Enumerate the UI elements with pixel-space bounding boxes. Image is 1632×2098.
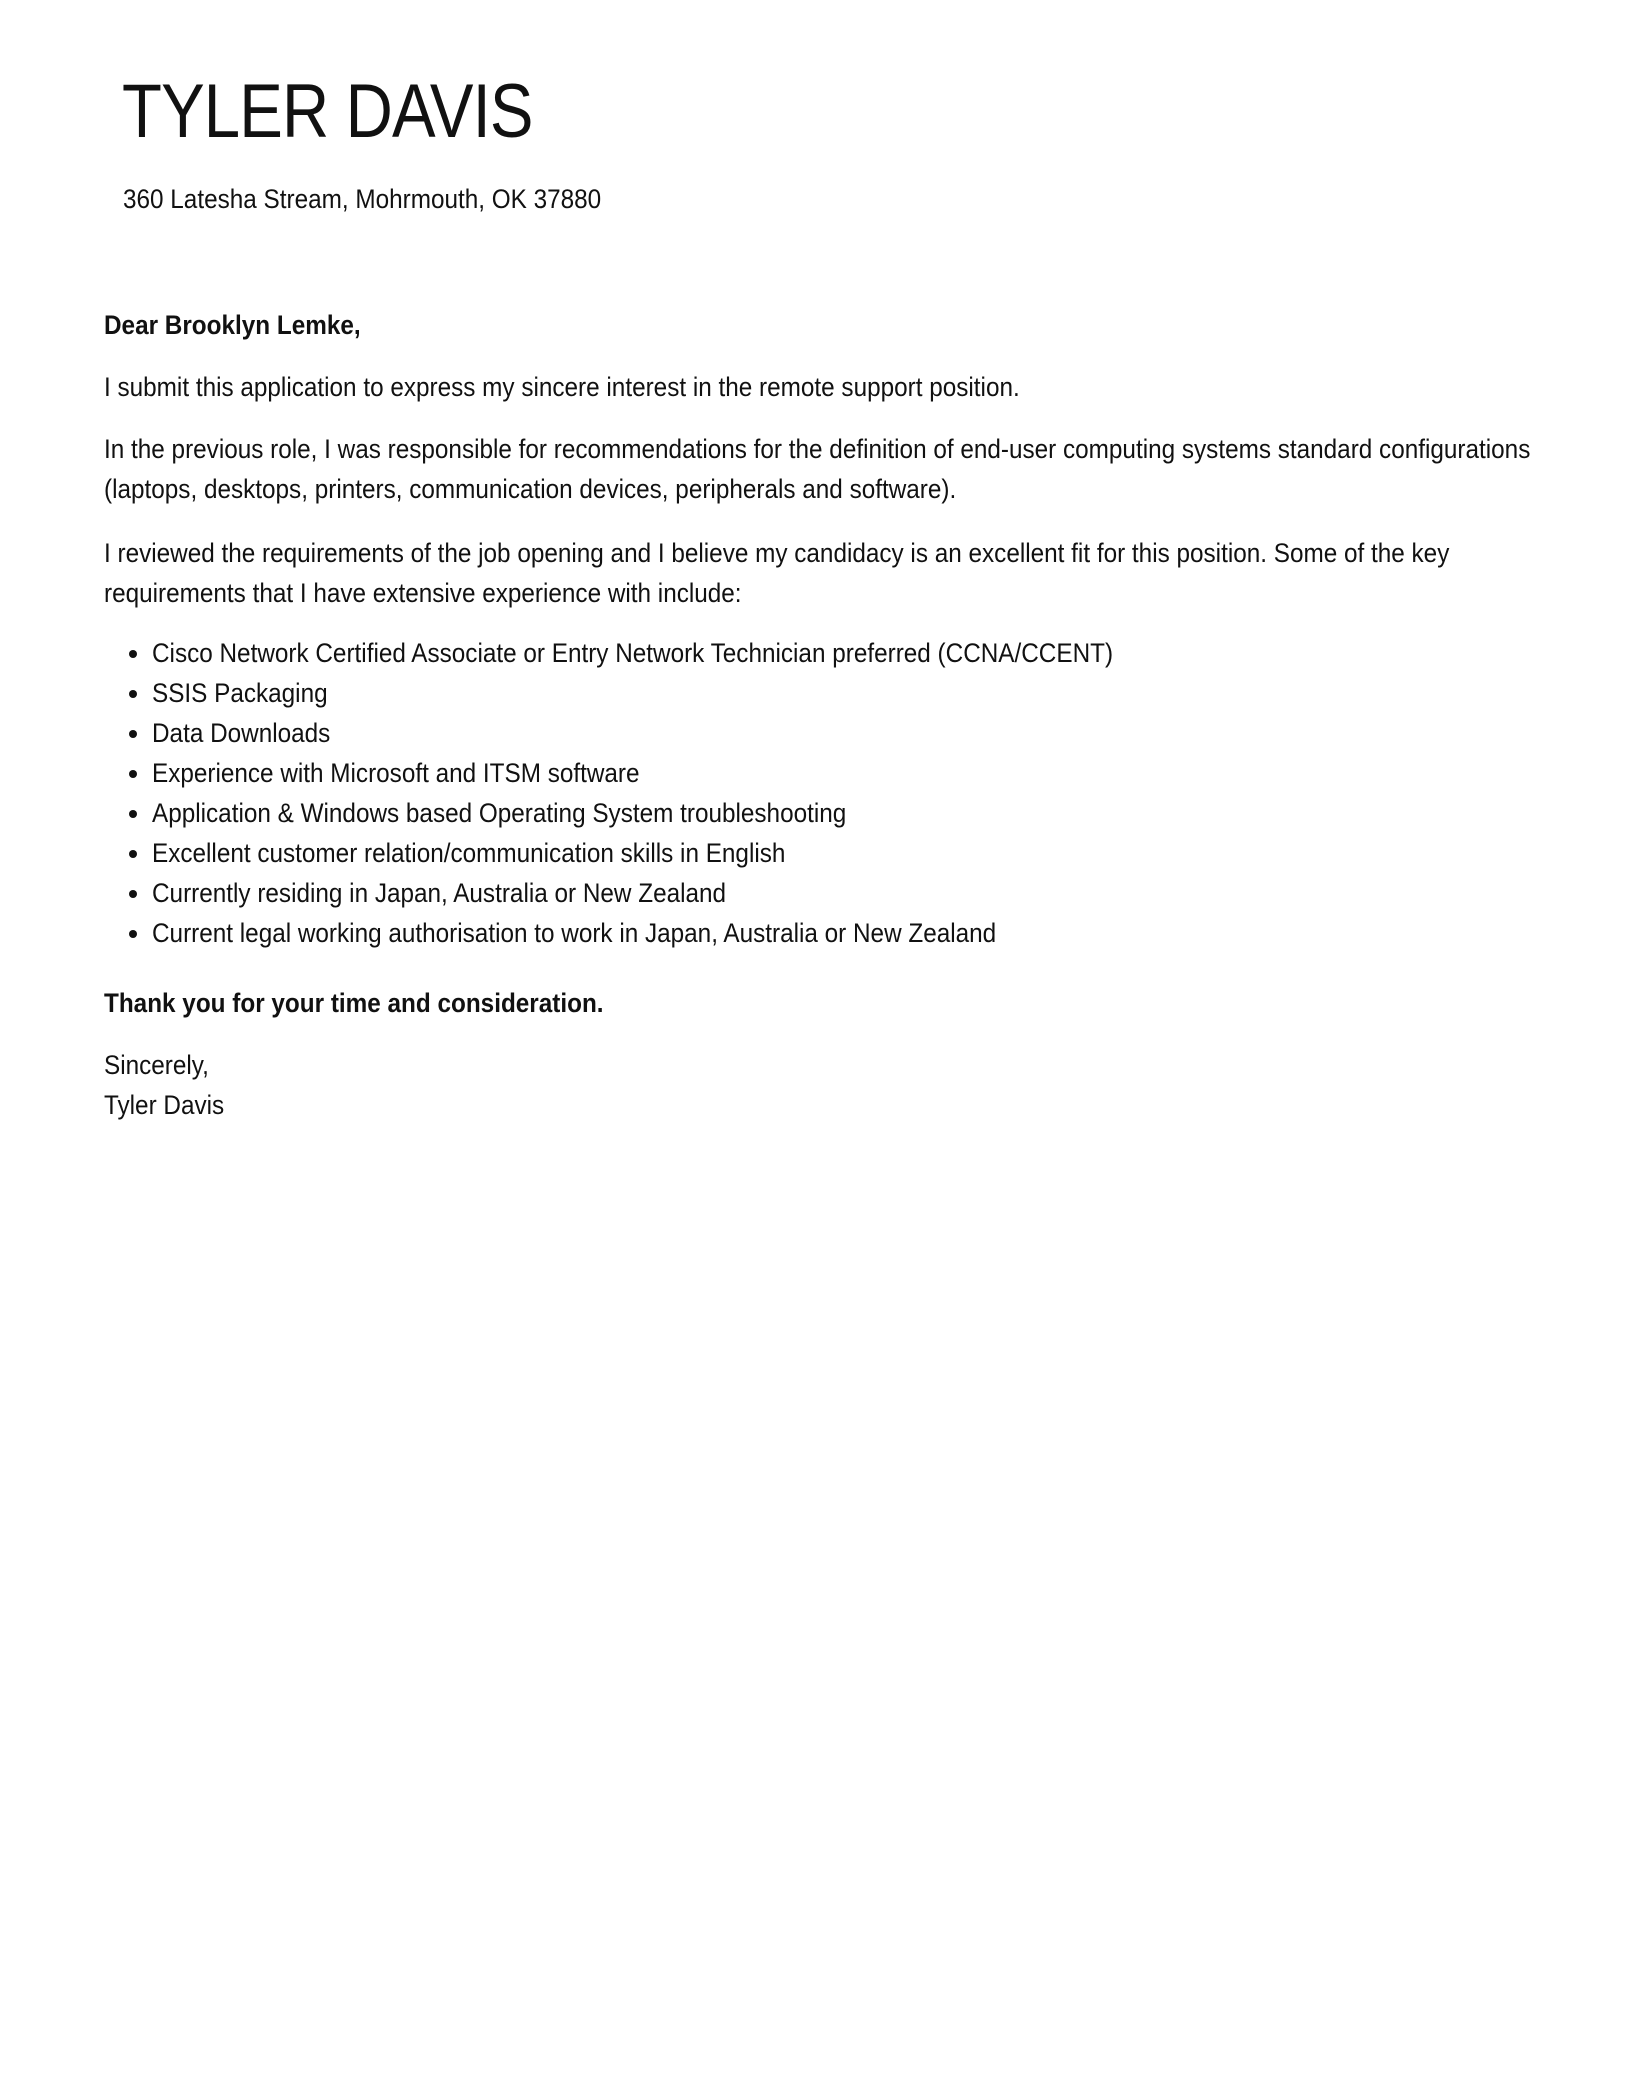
thanks-line: Thank you for your time and consideration. [104, 988, 604, 1018]
list-item: • Application & Windows based Operating System troubleshooting [152, 793, 1544, 833]
paragraph-previous-role: In the previous role, I was responsible for recommendations for the definition of end-user computing systems standard configurations (laptops, desktops, printers, communication devices, peripherals and software). [104, 434, 1531, 504]
list-item: • Excellent customer relation/communication skills in English [152, 833, 1544, 873]
list-item: • Data Downloads [152, 713, 1544, 753]
paragraph-intro: I submit this application to express my sincere interest in the remote support position. [104, 372, 1020, 402]
list-item: • SSIS Packaging [152, 673, 1544, 713]
signature: Tyler Davis [104, 1090, 225, 1120]
list-item: • Experience with Microsoft and ITSM software [152, 753, 1544, 793]
applicant-address: 360 Latesha Stream, Mohrmouth, OK 37880 [123, 184, 602, 214]
closing: Sincerely, [104, 1050, 209, 1080]
list-item: • Current legal working authorisation to work in Japan, Australia or New Zealand [152, 913, 1544, 953]
applicant-name: TYLER DAVIS [122, 69, 533, 154]
requirements-list [104, 633, 1544, 953]
list-item: • Cisco Network Certified Associate or Entry Network Technician preferred (CCNA/CCENT) [152, 633, 1544, 673]
paragraph-requirements: I reviewed the requirements of the job opening and I believe my candidacy is an excellent fit for this position. Some of the key requirements that I have extensive experience with include: [104, 538, 1450, 608]
letter-body [104, 305, 1544, 1149]
salutation: Dear Brooklyn Lemke, [104, 310, 361, 340]
list-item: • Currently residing in Japan, Australia or New Zealand [152, 873, 1544, 913]
